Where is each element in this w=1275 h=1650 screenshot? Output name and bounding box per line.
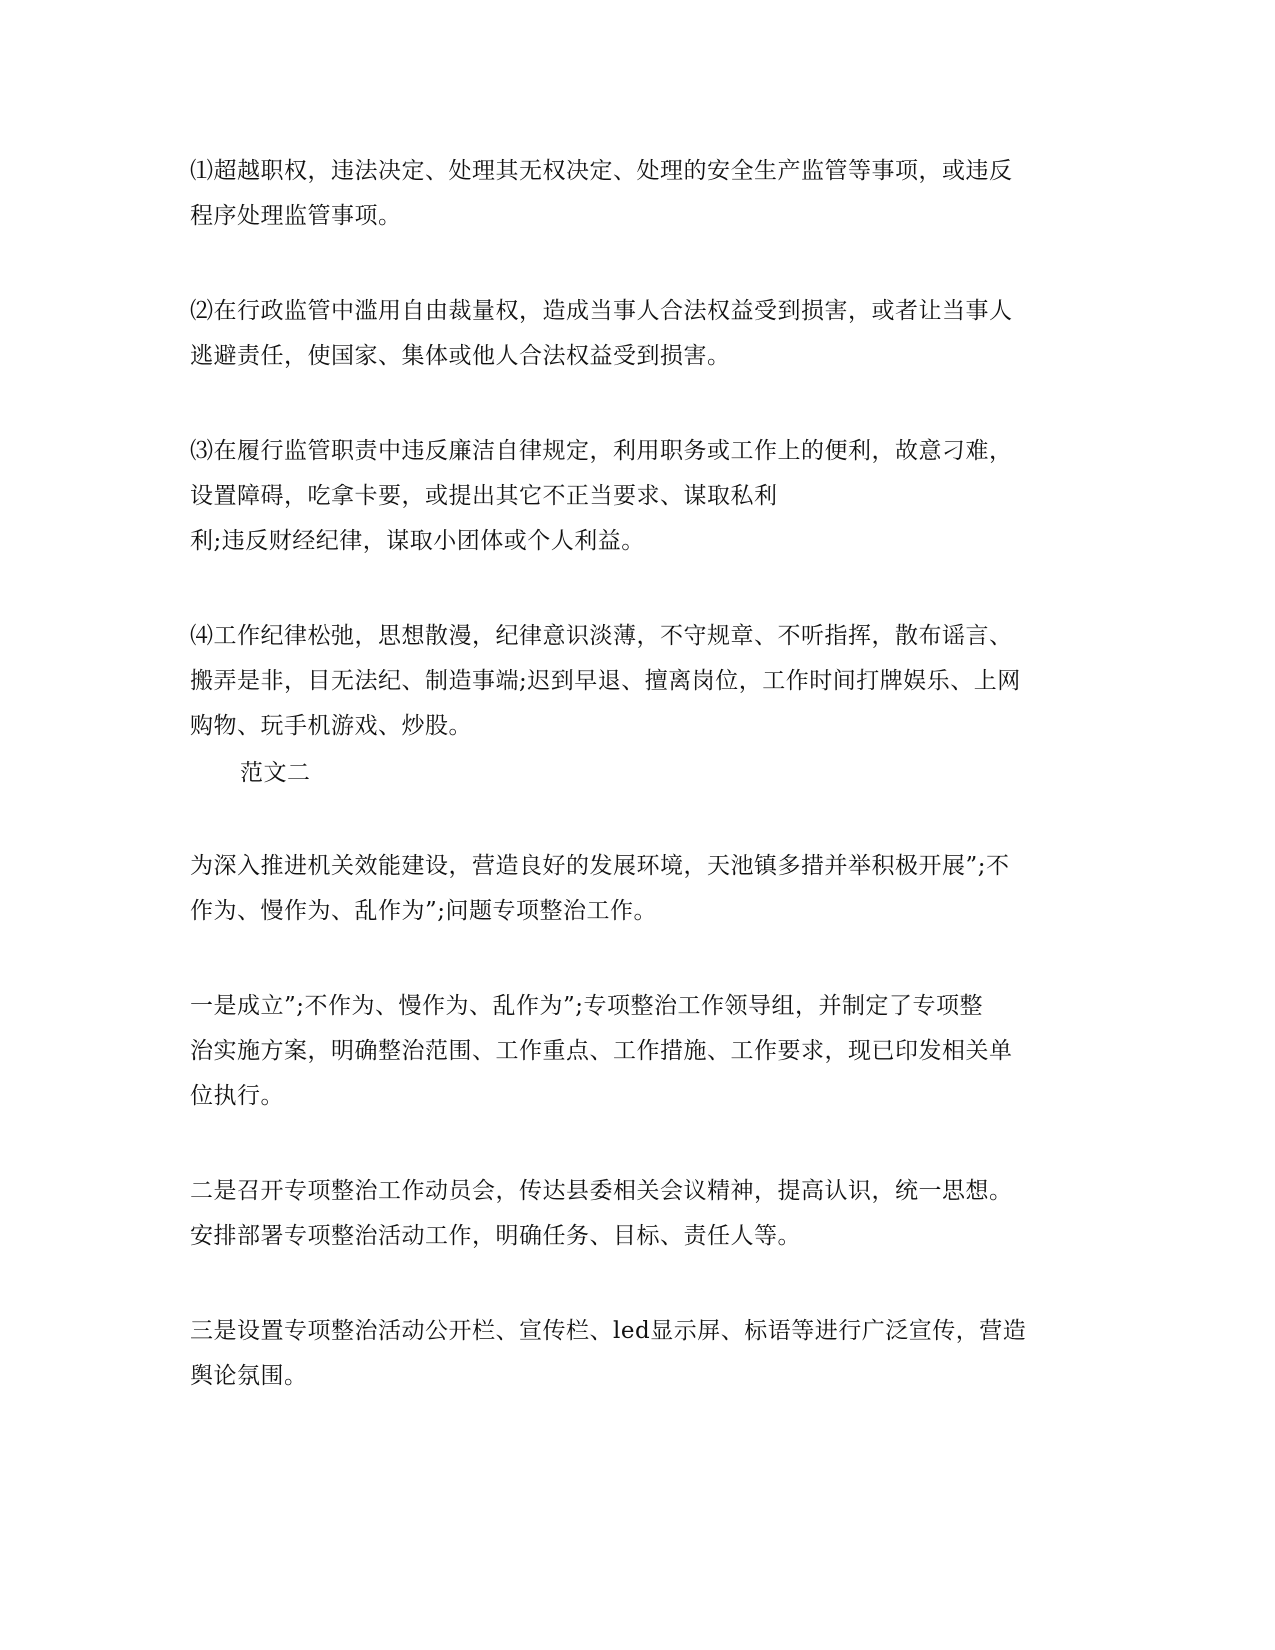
item-3-line-2: 设置障碍，吃拿卡要，或提出其它不正当要求、谋取私利 xyxy=(190,483,778,509)
item-3-line-3: 利;违反财经纪律，谋取小团体或个人利益。 xyxy=(190,528,645,554)
point-2-line-1: 二是召开专项整治工作动员会，传达县委相关会议精神，提高认识，统一思想。 xyxy=(190,1178,1013,1204)
item-4-line-2: 搬弄是非，目无法纪、制造事端;迟到早退、擅离岗位，工作时间打牌娱乐、上网 xyxy=(190,668,1021,694)
point-1-line-3: 位执行。 xyxy=(190,1083,284,1109)
intro-line-1: 为深入推进机关效能建设，营造良好的发展环境，天池镇多措并举积极开展”;不 xyxy=(190,853,1010,879)
section-heading: 范文二 xyxy=(240,760,311,786)
item-2-line-2: 逃避责任，使国家、集体或他人合法权益受到损害。 xyxy=(190,343,731,369)
item-1-line-1: ⑴超越职权，违法决定、处理其无权决定、处理的安全生产监管等事项，或违反 xyxy=(190,158,1013,184)
item-1-line-2: 程序处理监管事项。 xyxy=(190,203,402,229)
point-1-line-2: 治实施方案，明确整治范围、工作重点、工作措施、工作要求，现已印发相关单 xyxy=(190,1038,1013,1064)
point-3-line-2: 舆论氛围。 xyxy=(190,1363,308,1389)
point-2-line-2: 安排部署专项整治活动工作，明确任务、目标、责任人等。 xyxy=(190,1223,801,1249)
point-1-line-1: 一是成立”;不作为、慢作为、乱作为”;专项整治工作领导组，并制定了专项整 xyxy=(190,993,984,1019)
item-2-line-1: ⑵在行政监管中滥用自由裁量权，造成当事人合法权益受到损害，或者让当事人 xyxy=(190,298,1013,324)
item-4-line-3: 购物、玩手机游戏、炒股。 xyxy=(190,713,472,739)
intro-line-2: 作为、慢作为、乱作为”;问题专项整治工作。 xyxy=(190,898,658,924)
item-3-line-1: ⑶在履行监管职责中违反廉洁自律规定，利用职务或工作上的便利，故意刁难， xyxy=(190,438,1013,464)
item-4-line-1: ⑷工作纪律松弛，思想散漫，纪律意识淡薄，不守规章、不听指挥，散布谣言、 xyxy=(190,623,1013,649)
point-3-line-1: 三是设置专项整治活动公开栏、宣传栏、led显示屏、标语等进行广泛宣传，营造 xyxy=(190,1318,1027,1344)
